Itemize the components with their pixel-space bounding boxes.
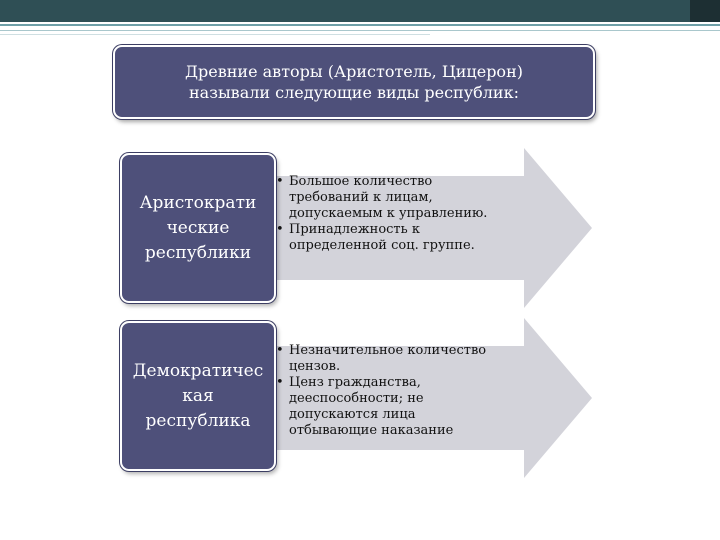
title-text: Древние авторы (Аристотель, Цицерон) называли следующие виды республик: (185, 62, 523, 102)
bullet-list-aristocratic (276, 174, 526, 254)
header-bar-accent (690, 0, 720, 22)
bullet-item: • Принадлежность к определенной соц. группе. (276, 222, 526, 254)
bullet-item: • Незначительное количество цензов. (276, 343, 536, 375)
category-label-democratic: Демократичес кая республика (132, 360, 264, 431)
header-rule-secondary (0, 30, 720, 31)
bullet-list-democratic (276, 343, 536, 439)
header-rule (0, 24, 720, 26)
title-box (113, 45, 595, 119)
bullet-item: • Ценз гражданства, дееспособности; не допускаются лица отбывающие наказание (276, 375, 536, 439)
bullet-item: • Большое количество требований к лицам, допускаемым к управлению. (276, 174, 526, 222)
category-box-democratic (120, 321, 276, 471)
header-rule-thin (0, 34, 430, 35)
header-bar (0, 0, 720, 22)
category-label-aristocratic: Аристократи ческие республики (139, 192, 257, 263)
category-box-aristocratic (120, 153, 276, 303)
